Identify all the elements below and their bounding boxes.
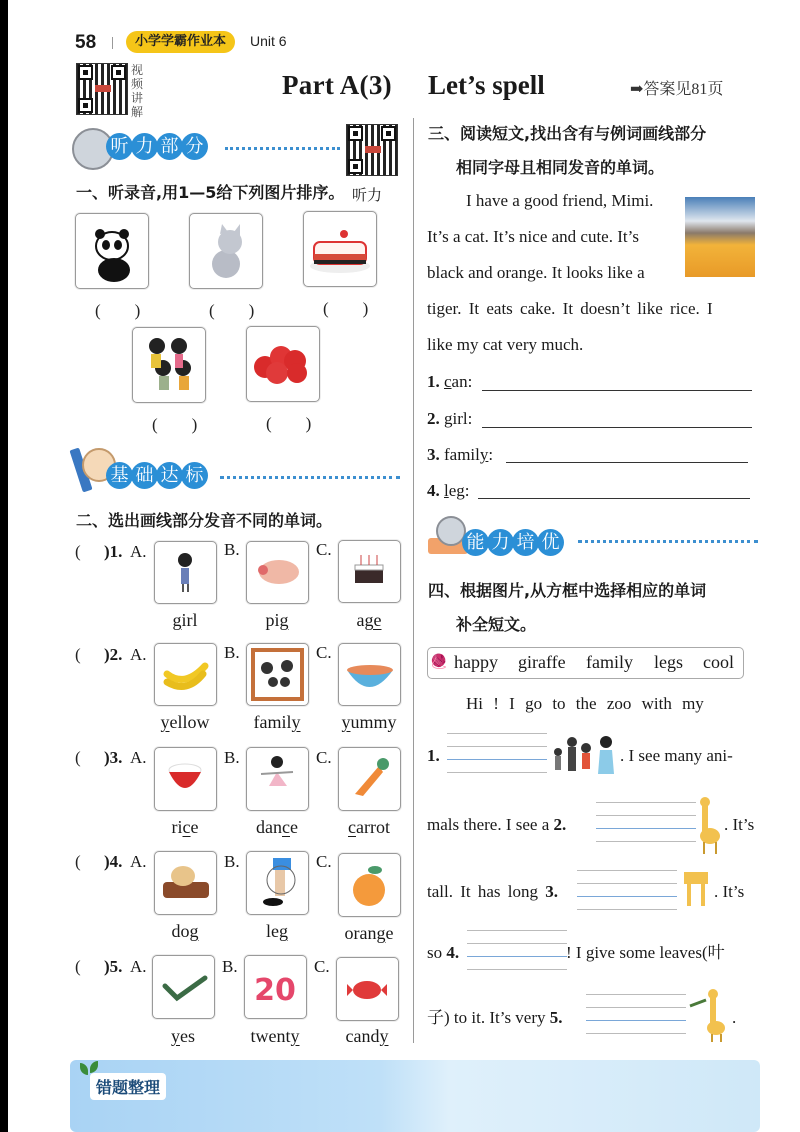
page-title: Part A(3)	[282, 70, 392, 100]
option-label: B.	[222, 957, 238, 976]
word-option: carrot	[348, 817, 390, 837]
question-2-title: 二、选出画线部分发音不同的单词。	[76, 511, 333, 530]
picture-bananas	[154, 643, 217, 706]
q3-item-4: 4. leg:	[427, 481, 470, 500]
question-1-title: 一、听录音,用1—5给下列图片排序。	[76, 183, 345, 202]
picture-orange	[338, 853, 401, 917]
word-bank-item: giraffe	[518, 652, 566, 672]
word-option: yummy	[341, 712, 397, 732]
word-option: yellow	[160, 712, 210, 732]
word-option: orange	[344, 923, 394, 943]
option-label: B.	[224, 748, 240, 767]
blank-number: 1.	[427, 746, 440, 765]
answer-paren[interactable]: (	[75, 957, 81, 976]
picture-carrot	[338, 747, 401, 811]
passage-line: tiger. It eats cake. It doesn’t like rice. I	[427, 299, 713, 318]
answer-blank-1[interactable]	[447, 733, 547, 785]
picture-dancing-girl	[246, 747, 309, 811]
page-subtitle: Let’s spell	[428, 70, 545, 100]
answer-blank-5[interactable]	[586, 994, 686, 1046]
giraffe-legs-picture	[682, 870, 712, 910]
word-bank-item: cool	[703, 652, 734, 672]
picture-candy	[336, 957, 399, 1021]
section-badge-advanced: 能 力 培 优	[462, 529, 562, 556]
item-number: )1.	[104, 542, 123, 561]
section-divider-dots	[225, 147, 340, 150]
passage-line: like my cat very much.	[427, 335, 584, 354]
item-number: )5.	[104, 957, 123, 976]
picture-girl	[154, 541, 217, 604]
picture-panda	[75, 213, 149, 289]
picture-number-20	[244, 955, 307, 1019]
word-option: dance	[256, 817, 298, 837]
picture-check-mark	[152, 955, 215, 1019]
section-divider-dots	[578, 540, 758, 543]
unit-label: Unit 6	[250, 33, 287, 49]
answer-blank[interactable]: ( )	[209, 301, 255, 320]
option-label: A.	[130, 852, 147, 871]
picture-cat	[189, 213, 263, 289]
mistake-review-label: 错题整理	[90, 1073, 166, 1100]
answer-input-line[interactable]	[506, 462, 748, 463]
book-name-badge: 小学学霸作业本	[126, 31, 235, 53]
option-label: C.	[314, 957, 330, 976]
option-label: A.	[130, 645, 147, 664]
word-option: family	[253, 712, 301, 732]
word-option: dog	[171, 921, 199, 941]
picture-children-playing	[132, 327, 206, 403]
word-option: candy	[345, 1026, 389, 1046]
giraffe-eating-leaves-picture	[688, 988, 732, 1044]
picture-birthday-cake	[338, 540, 401, 603]
story-line: 子) to it. It’s very 5.	[427, 1008, 563, 1027]
word-option: twenty	[250, 1026, 300, 1046]
word-option: leg	[266, 921, 288, 941]
answer-blank[interactable]: ( )	[323, 299, 369, 318]
word-bank-item: legs	[654, 652, 683, 672]
item-number: )2.	[104, 645, 123, 664]
option-label: C.	[316, 852, 332, 871]
family-picture	[550, 732, 620, 778]
q3-item-3: 3. family:	[427, 445, 494, 464]
mistake-review-banner	[70, 1060, 760, 1132]
story-line: . It’s	[714, 882, 745, 901]
item-number: )4.	[104, 852, 123, 871]
answer-blank[interactable]: ( )	[95, 301, 141, 320]
yarn-icon: 🧶	[430, 655, 448, 670]
option-label: A.	[130, 542, 147, 561]
column-divider	[413, 118, 414, 1043]
question-4-title-cont: 补全短文。	[456, 615, 537, 634]
answer-blank[interactable]: ( )	[152, 415, 198, 434]
word-bank-item: family	[586, 652, 633, 672]
q3-item-1: 1. can:	[427, 372, 473, 391]
section-badge-basic: 基 础 达 标	[106, 462, 206, 489]
option-label: C.	[316, 540, 332, 559]
answer-input-line[interactable]	[478, 498, 750, 499]
picture-pig	[246, 541, 309, 604]
option-label: C.	[316, 748, 332, 767]
answer-blank-2[interactable]	[596, 802, 696, 854]
question-3-title-cont: 相同字母且相同发音的单词。	[456, 158, 665, 177]
header-separator	[112, 37, 113, 49]
story-line: tall. It has long 3.	[427, 882, 558, 901]
answer-input-line[interactable]	[482, 427, 752, 428]
story-line: .	[732, 1008, 737, 1027]
answer-paren[interactable]: (	[75, 852, 81, 871]
answer-blank[interactable]: ( )	[266, 414, 312, 433]
story-line: . I see many ani-	[620, 746, 733, 765]
answer-blank-3[interactable]	[577, 870, 677, 922]
story-line: Hi ! I go to the zoo with my	[466, 694, 704, 713]
picture-family-photo	[246, 643, 309, 706]
section-divider-dots	[220, 476, 400, 479]
picture-soup-bowl	[338, 643, 401, 706]
video-explanation-label: 视频讲解	[131, 63, 144, 119]
option-label: B.	[224, 852, 240, 871]
giraffe-picture	[694, 796, 722, 856]
section-badge-listening: 听 力 部 分	[106, 133, 206, 160]
passage-line: I have a good friend, Mimi.	[466, 191, 654, 210]
cat-photo	[685, 197, 755, 277]
story-line: ! I give some leaves(叶	[566, 943, 725, 962]
story-line: mals there. I see a 2.	[427, 815, 567, 834]
answer-blank-4[interactable]	[467, 930, 567, 982]
listening-qr-label: 听力	[352, 186, 383, 204]
video-qr-code-icon[interactable]	[76, 63, 128, 115]
answer-paren[interactable]: (	[75, 645, 81, 664]
option-label: B.	[224, 540, 240, 559]
word-option: rice	[171, 817, 199, 837]
picture-leg	[246, 851, 309, 915]
passage-line: It’s a cat. It’s nice and cute. It’s	[427, 227, 639, 246]
story-line: . It’s	[724, 815, 755, 834]
passage-line: black and orange. It looks like a	[427, 263, 645, 282]
picture-dog	[154, 851, 217, 915]
option-label: C.	[316, 643, 332, 662]
word-bank-box	[427, 647, 744, 679]
word-option: pig	[265, 610, 289, 630]
q3-item-2: 2. girl:	[427, 409, 473, 428]
page-number: 58	[75, 32, 97, 53]
word-bank-item: happy	[454, 652, 498, 672]
page-edge	[0, 0, 8, 1132]
question-4-title: 四、根据图片,从方框中选择相应的单词	[428, 581, 707, 600]
story-line: so 4.	[427, 943, 460, 962]
question-3-title: 三、阅读短文,找出含有与例词画线部分	[428, 124, 707, 143]
option-label: A.	[130, 957, 147, 976]
svg-text:20: 20	[254, 973, 296, 1008]
picture-cake	[303, 211, 377, 287]
picture-apples	[246, 326, 320, 402]
listening-qr-code-icon[interactable]	[346, 124, 398, 176]
word-option: age	[356, 610, 382, 630]
item-number: )3.	[104, 748, 123, 767]
option-label: A.	[130, 748, 147, 767]
answer-paren[interactable]: (	[75, 542, 81, 561]
word-option: girl	[172, 610, 198, 630]
picture-rice-bowl	[154, 747, 217, 811]
word-option: yes	[171, 1026, 195, 1046]
answer-input-line[interactable]	[482, 390, 752, 391]
option-label: B.	[224, 643, 240, 662]
answer-reference: ➡答案见81页	[630, 81, 724, 98]
answer-paren[interactable]: (	[75, 748, 81, 767]
